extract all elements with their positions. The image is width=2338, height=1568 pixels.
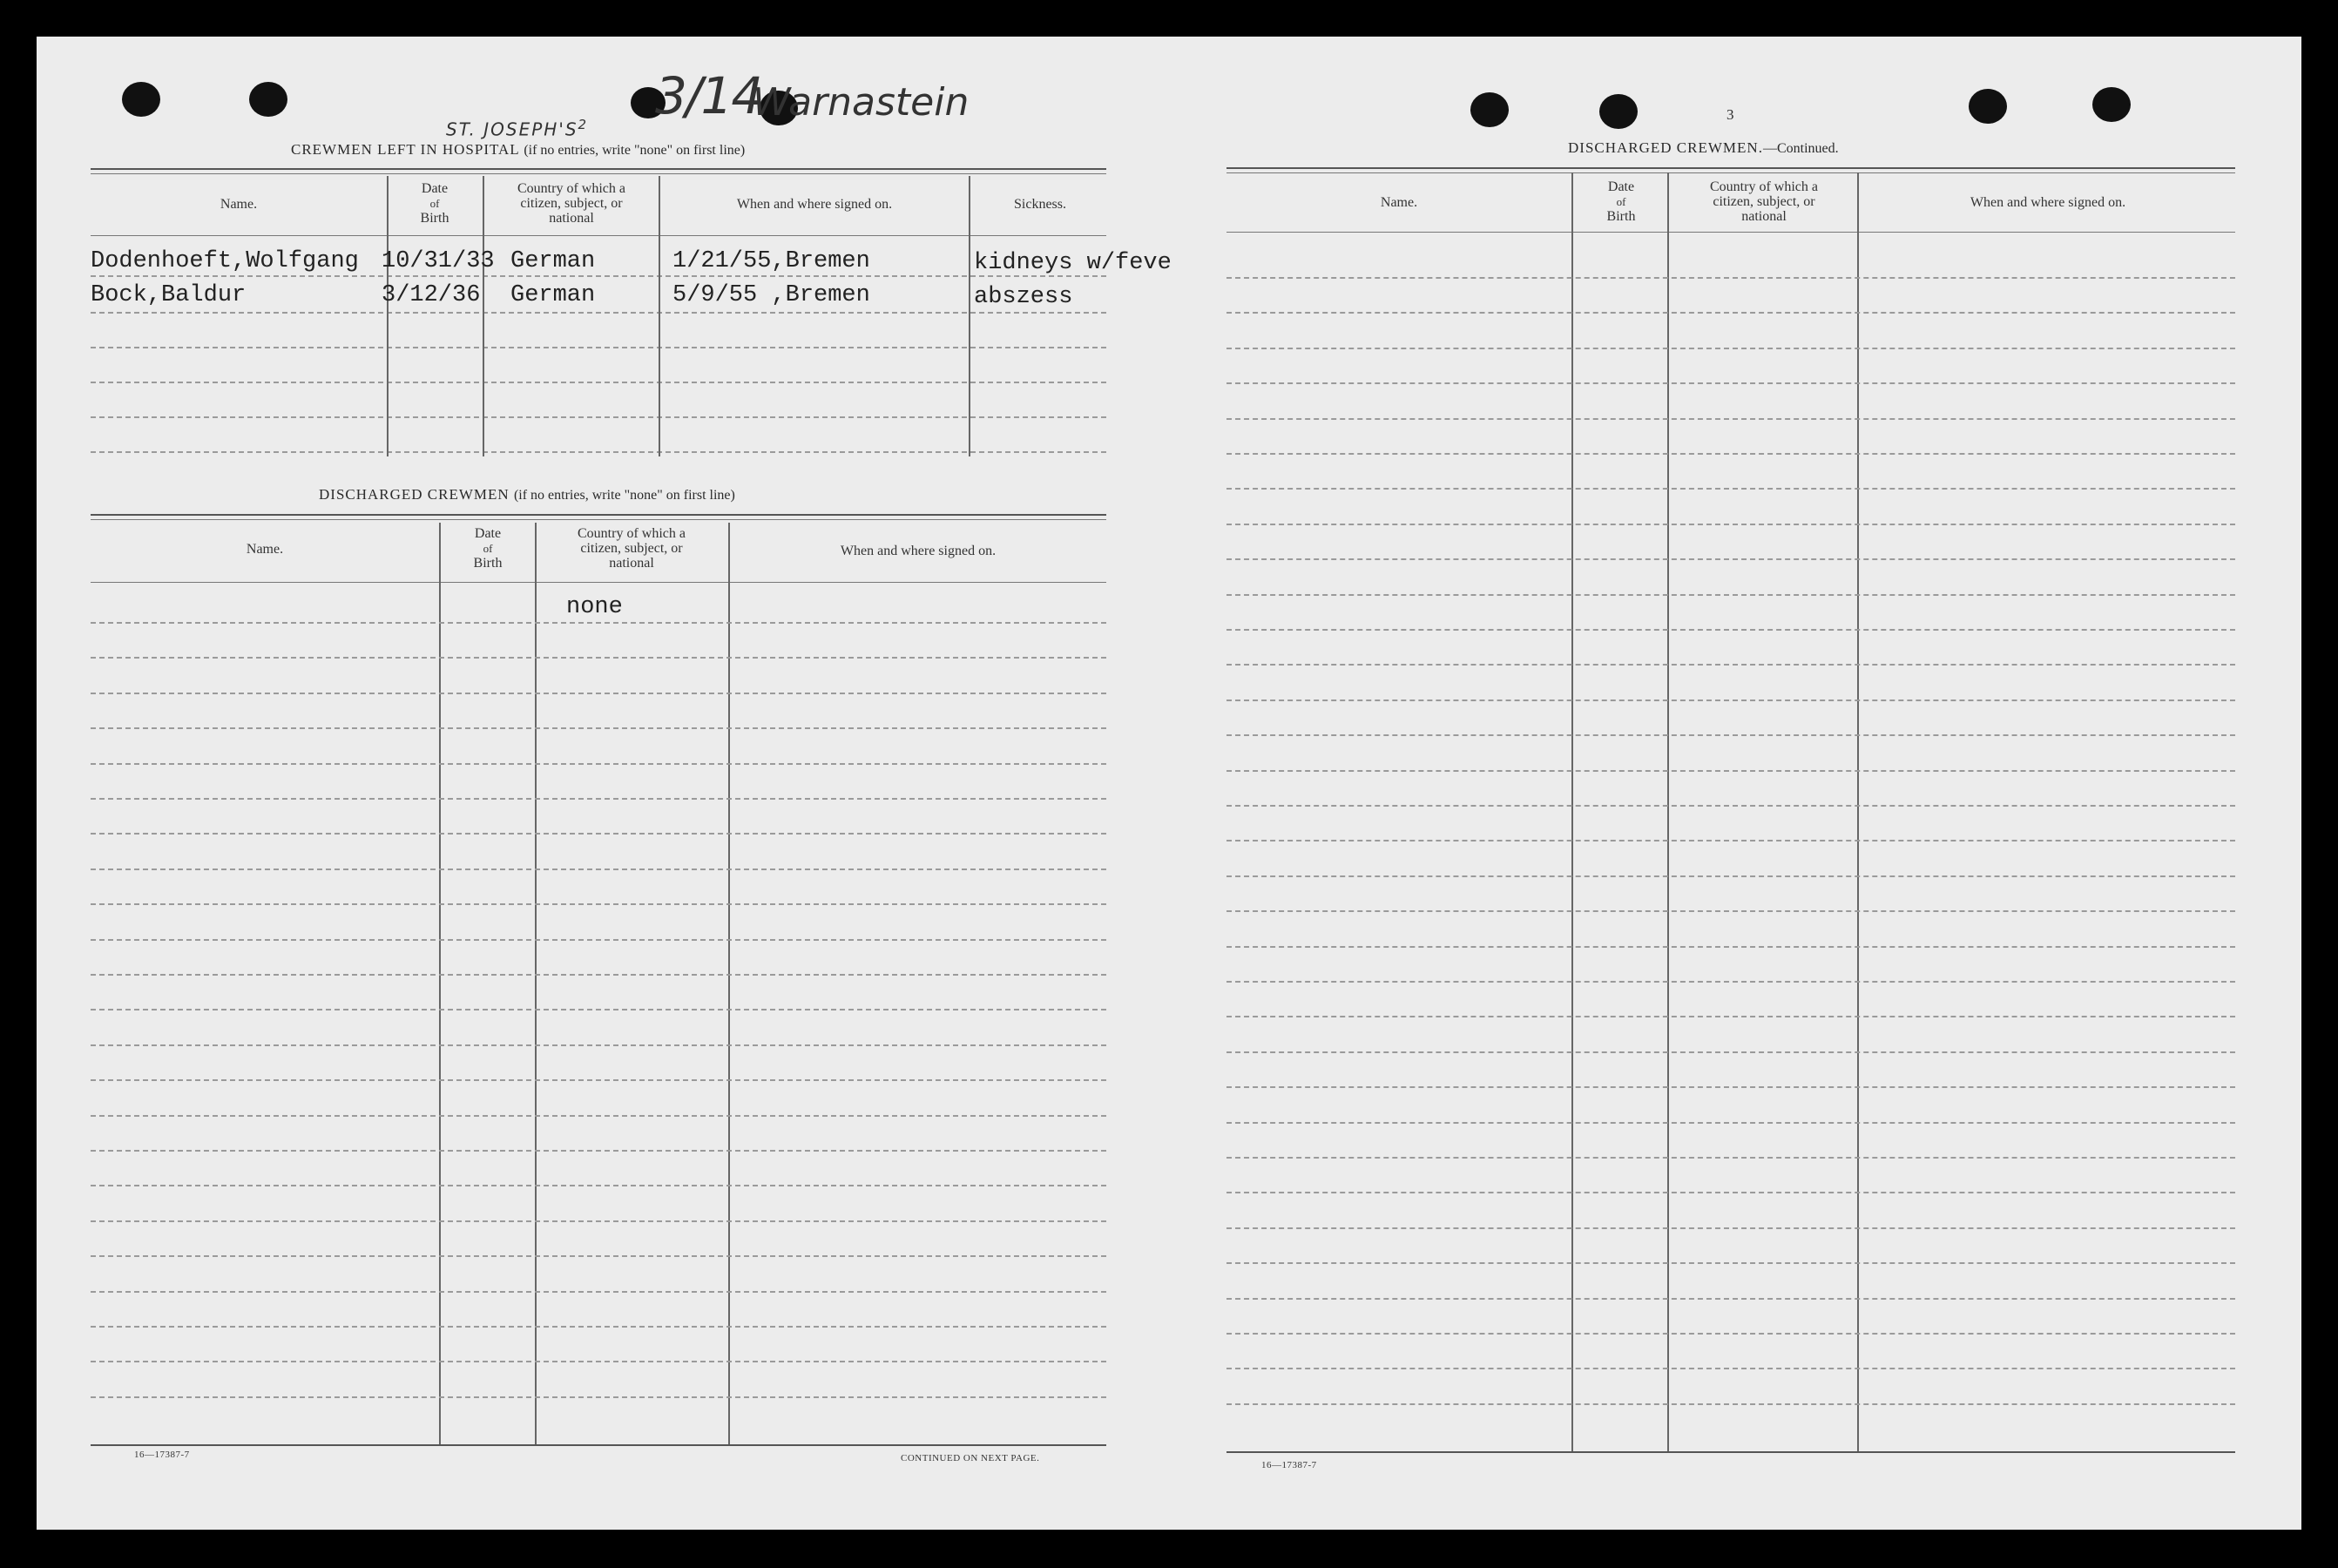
row-rule — [1226, 946, 2235, 948]
discharged-first-entry: none — [566, 594, 623, 620]
row-rule — [91, 622, 1106, 624]
row-rule — [1226, 488, 2235, 490]
row-rule — [1226, 558, 2235, 560]
row-rule — [1226, 805, 2235, 807]
row-rule — [91, 1150, 1106, 1152]
table-bottom-rule — [91, 1444, 1106, 1446]
col-dob-header — [387, 181, 483, 226]
crew-name: Bock,Baldur — [91, 282, 247, 308]
row-rule — [1226, 1403, 2235, 1405]
row-rule — [91, 657, 1106, 659]
col-divider — [439, 523, 441, 1444]
dob-header-line: Birth — [1606, 209, 1636, 224]
row-rule — [91, 1044, 1106, 1046]
header-bottom-rule — [91, 235, 1106, 236]
table-bottom-rule — [1226, 1451, 2235, 1453]
row-rule — [1226, 910, 2235, 912]
row-rule — [1226, 1051, 2235, 1053]
row-rule — [91, 1009, 1106, 1010]
col-name-header: Name. — [1380, 195, 1418, 210]
country-header-line: national — [1741, 209, 1787, 224]
col-dob-header — [1573, 179, 1669, 224]
col-divider — [387, 176, 389, 456]
col-country-header — [1669, 179, 1859, 224]
col-dob-header — [441, 526, 535, 571]
dob-header-line: Birth — [420, 211, 449, 226]
row-rule — [1226, 1157, 2235, 1159]
col-name-header: Name. — [246, 542, 284, 557]
row-rule — [91, 1396, 1106, 1398]
row-rule — [91, 347, 1106, 348]
dob-header-line: Birth — [473, 556, 503, 571]
row-rule — [91, 416, 1106, 418]
hospital-title-text: CREWMEN LEFT IN HOSPITAL — [291, 141, 520, 158]
row-rule — [91, 727, 1106, 729]
col-signed-header: When and where signed on. — [1970, 195, 2126, 210]
row-rule — [1226, 875, 2235, 877]
row-rule — [1226, 524, 2235, 525]
col-country-header — [484, 181, 659, 226]
dob-header-line: of — [429, 197, 440, 210]
row-rule — [91, 1291, 1106, 1293]
table-top-rule — [91, 519, 1106, 520]
row-rule — [91, 1220, 1106, 1222]
row-rule — [1226, 1262, 2235, 1264]
dob-header-line: Date — [1607, 179, 1635, 194]
row-rule — [91, 1255, 1106, 1257]
right-section-title — [1568, 139, 1839, 157]
row-rule — [1226, 418, 2235, 420]
hospital-section-title — [291, 141, 745, 159]
row-rule — [1226, 382, 2235, 384]
crew-country: German — [510, 282, 596, 308]
row-rule — [1226, 1227, 2235, 1229]
row-rule — [91, 833, 1106, 835]
row-rule — [1226, 770, 2235, 772]
col-divider — [969, 176, 970, 456]
col-name-header: Name. — [220, 197, 258, 212]
country-header-line: Country of which a — [578, 526, 686, 541]
country-header-line: Country of which a — [1710, 179, 1818, 194]
crew-dob: 3/12/36 — [382, 282, 481, 308]
table-top-rule — [91, 168, 1106, 170]
crew-sickness: kidneys w/feve — [974, 250, 1172, 276]
col-signed-header: When and where signed on. — [840, 544, 997, 558]
country-header-line: citizen, subject, or — [580, 541, 683, 556]
discharged-instruction: (if no entries, write "none" on first line) — [513, 488, 735, 503]
crew-country: German — [510, 248, 596, 274]
country-header-line: national — [549, 211, 594, 226]
row-rule — [1226, 1122, 2235, 1124]
row-rule — [1226, 840, 2235, 841]
col-divider — [1667, 172, 1669, 1451]
row-rule — [1226, 1086, 2235, 1088]
row-rule — [91, 451, 1106, 453]
col-sickness-header: Sickness. — [1014, 197, 1066, 212]
punch-hole — [1969, 89, 2007, 124]
col-divider — [659, 176, 660, 456]
row-rule — [1226, 348, 2235, 349]
crew-dob: 10/31/33 — [382, 248, 495, 274]
table-top-rule — [1226, 172, 2235, 173]
hospital-instruction: (if no entries, write "none" on first line) — [524, 143, 746, 158]
country-header-line: Country of which a — [517, 181, 625, 196]
col-divider — [728, 523, 730, 1444]
row-rule — [91, 312, 1106, 314]
form-number: 16—17387-7 — [1261, 1460, 1317, 1470]
dob-header-line: Date — [474, 526, 502, 541]
row-rule — [91, 1185, 1106, 1186]
row-rule — [1226, 981, 2235, 983]
table-top-rule — [1226, 167, 2235, 169]
discharged-section-title — [319, 486, 735, 504]
right-title-text: DISCHARGED CREWMEN. — [1568, 139, 1763, 156]
col-divider — [535, 523, 537, 1444]
right-title-suffix: —Continued. — [1762, 141, 1839, 156]
discharged-title-text: DISCHARGED CREWMEN — [319, 486, 510, 503]
form-number: 16—17387-7 — [134, 1450, 190, 1460]
hospital-superscript: 2 — [578, 117, 589, 132]
row-rule — [1226, 1298, 2235, 1300]
row-rule — [91, 798, 1106, 800]
row-rule — [1226, 453, 2235, 455]
continued-note: CONTINUED ON NEXT PAGE. — [901, 1453, 1040, 1463]
row-rule — [91, 868, 1106, 870]
country-header-line: national — [609, 556, 654, 571]
annotation-signature: Warnastein — [753, 80, 970, 125]
row-rule — [1226, 734, 2235, 736]
punch-hole — [2092, 87, 2131, 122]
dob-header-line: of — [1616, 195, 1626, 208]
row-rule — [1226, 629, 2235, 631]
crew-signed: 1/21/55,Bremen — [672, 248, 870, 274]
country-header-line: citizen, subject, or — [520, 196, 623, 211]
crew-sickness: abszess — [974, 284, 1073, 310]
row-rule — [91, 763, 1106, 765]
table-top-rule — [91, 514, 1106, 516]
annotation-date: 3/14 — [655, 66, 762, 125]
row-rule — [91, 1115, 1106, 1117]
row-rule — [1226, 700, 2235, 701]
header-bottom-rule — [1226, 232, 2235, 233]
crew-name: Dodenhoeft,Wolfgang — [91, 248, 359, 274]
row-rule — [91, 1079, 1106, 1081]
row-rule — [1226, 664, 2235, 666]
punch-hole — [1470, 92, 1509, 127]
row-rule — [1226, 277, 2235, 279]
col-divider — [1857, 172, 1859, 1451]
punch-hole — [122, 82, 160, 117]
row-rule — [1226, 1016, 2235, 1017]
punch-hole — [1599, 94, 1638, 129]
col-signed-header: When and where signed on. — [736, 197, 893, 212]
country-header-line: citizen, subject, or — [1713, 194, 1815, 209]
row-rule — [91, 382, 1106, 383]
punch-hole — [249, 82, 287, 117]
col-divider — [483, 176, 484, 456]
row-rule — [1226, 594, 2235, 596]
row-rule — [1226, 1333, 2235, 1335]
table-top-rule — [91, 173, 1106, 174]
row-rule — [91, 939, 1106, 941]
dob-header-line: Date — [421, 181, 449, 196]
row-rule — [91, 903, 1106, 905]
row-rule — [1226, 312, 2235, 314]
row-rule — [91, 693, 1106, 694]
hospital-annotation — [446, 117, 588, 140]
row-rule — [91, 974, 1106, 976]
row-rule — [1226, 1192, 2235, 1193]
page-number: 3 — [1726, 106, 1735, 123]
dob-header-line: of — [483, 542, 493, 555]
row-rule — [91, 1361, 1106, 1362]
row-rule — [91, 275, 1106, 277]
row-rule — [1226, 1368, 2235, 1369]
hospital-name: ST. JOSEPH'S — [446, 118, 578, 140]
header-bottom-rule — [91, 582, 1106, 583]
col-divider — [1571, 172, 1573, 1451]
col-country-header — [537, 526, 726, 571]
crew-signed: 5/9/55 ,Bremen — [672, 282, 870, 308]
row-rule — [91, 1326, 1106, 1328]
